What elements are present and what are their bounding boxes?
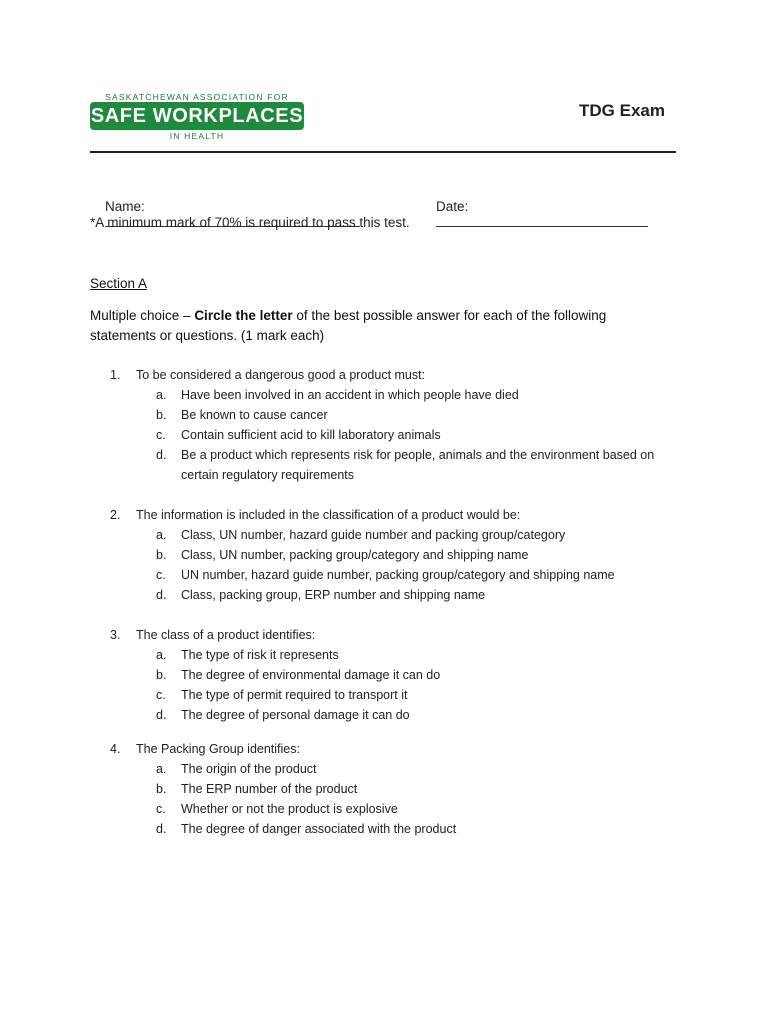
answer-option[interactable]: [156, 705, 676, 725]
question-text: The Packing Group identifies:: [136, 742, 300, 756]
option-letter[interactable]: b.: [156, 408, 167, 422]
option-letter[interactable]: b.: [156, 548, 167, 562]
saswh-logo: [90, 92, 304, 140]
answer-option[interactable]: [156, 759, 676, 779]
option-text: Contain sufficient acid to kill laboratory animals: [181, 428, 441, 442]
page-title: TDG Exam: [579, 101, 665, 120]
option-letter[interactable]: b.: [156, 668, 167, 682]
option-text: The type of permit required to transport it: [181, 688, 408, 702]
option-letter[interactable]: d.: [156, 822, 167, 836]
option-text: The type of risk it represents: [181, 648, 339, 662]
answer-option[interactable]: [156, 525, 676, 545]
answer-option[interactable]: [156, 385, 676, 405]
option-letter[interactable]: d.: [156, 708, 167, 722]
option-letter[interactable]: c.: [156, 428, 166, 442]
option-text: Have been involved in an accident in which people have died: [181, 388, 519, 402]
answer-option[interactable]: [156, 545, 676, 565]
name-label: Name:: [105, 199, 145, 214]
question-text: To be considered a dangerous good a product must:: [136, 368, 426, 382]
answer-option[interactable]: [156, 779, 676, 799]
question-number: 2.: [110, 508, 121, 522]
option-letter[interactable]: b.: [156, 782, 167, 796]
logo-main-text: SAFE WORKPLACES: [90, 105, 304, 127]
question-number: 4.: [110, 742, 121, 756]
instruction-bold: Circle the letter: [194, 308, 293, 323]
answer-option[interactable]: [156, 665, 676, 685]
answer-option[interactable]: [156, 585, 676, 605]
date-field[interactable]: [421, 184, 648, 245]
question-text: The class of a product identifies:: [136, 628, 316, 642]
option-letter[interactable]: a.: [156, 762, 167, 776]
question-text: The information is included in the classification of a product would be:: [136, 508, 521, 522]
answer-option[interactable]: [156, 425, 676, 445]
date-label: Date:: [436, 199, 469, 214]
question-1: [110, 365, 425, 385]
answer-option[interactable]: [156, 445, 676, 485]
option-letter[interactable]: d.: [156, 448, 167, 462]
answer-option[interactable]: [156, 645, 676, 665]
option-text: The degree of environmental damage it can do: [181, 668, 441, 682]
option-text: Class, UN number, hazard guide number and packing group/category: [181, 528, 566, 542]
answer-option[interactable]: [156, 685, 676, 705]
header-divider: [90, 151, 676, 153]
option-letter[interactable]: c.: [156, 688, 166, 702]
option-text: Class, packing group, ERP number and shipping name: [181, 588, 486, 602]
answer-option[interactable]: [156, 819, 676, 839]
passing-note: *A minimum mark of 70% is required to pass this test.: [90, 215, 410, 230]
option-letter[interactable]: c.: [156, 568, 166, 582]
option-text: The ERP number of the product: [181, 782, 358, 796]
option-text: The degree of danger associated with the product: [181, 822, 457, 836]
section-title: Section A: [90, 276, 148, 291]
question-number: 3.: [110, 628, 121, 642]
option-text: Class, UN number, packing group/category and shipping name: [181, 548, 529, 562]
question-3: [110, 625, 315, 645]
option-letter[interactable]: c.: [156, 802, 166, 816]
instruction-post: of the best possible answer for each of the following statements or questions. (1 mark each): [90, 308, 607, 343]
question-2: [110, 505, 520, 525]
logo-top-text: SASKATCHEWAN ASSOCIATION FOR: [105, 92, 289, 102]
instruction-pre: Multiple choice –: [90, 308, 195, 323]
logo-bottom-text: IN HEALTH: [169, 131, 225, 141]
answer-option[interactable]: [156, 565, 676, 585]
option-letter[interactable]: a.: [156, 528, 167, 542]
question-4: [110, 739, 300, 759]
option-text: UN number, hazard guide number, packing group/category and shipping name: [181, 568, 615, 582]
question-number: 1.: [110, 368, 121, 382]
option-text: Be known to cause cancer: [181, 408, 328, 422]
option-text: The origin of the product: [181, 762, 317, 776]
option-letter[interactable]: a.: [156, 388, 167, 402]
option-letter[interactable]: d.: [156, 588, 167, 602]
section-instructions: [90, 306, 650, 345]
option-letter[interactable]: a.: [156, 648, 167, 662]
date-blank-line[interactable]: [436, 214, 648, 227]
answer-option[interactable]: [156, 799, 676, 819]
answer-option[interactable]: [156, 405, 676, 425]
option-text: The degree of personal damage it can do: [181, 708, 410, 722]
option-text: Be a product which represents risk for people, animals and the environment based on certain regulatory requirements: [181, 448, 655, 482]
option-text: Whether or not the product is explosive: [181, 802, 398, 816]
